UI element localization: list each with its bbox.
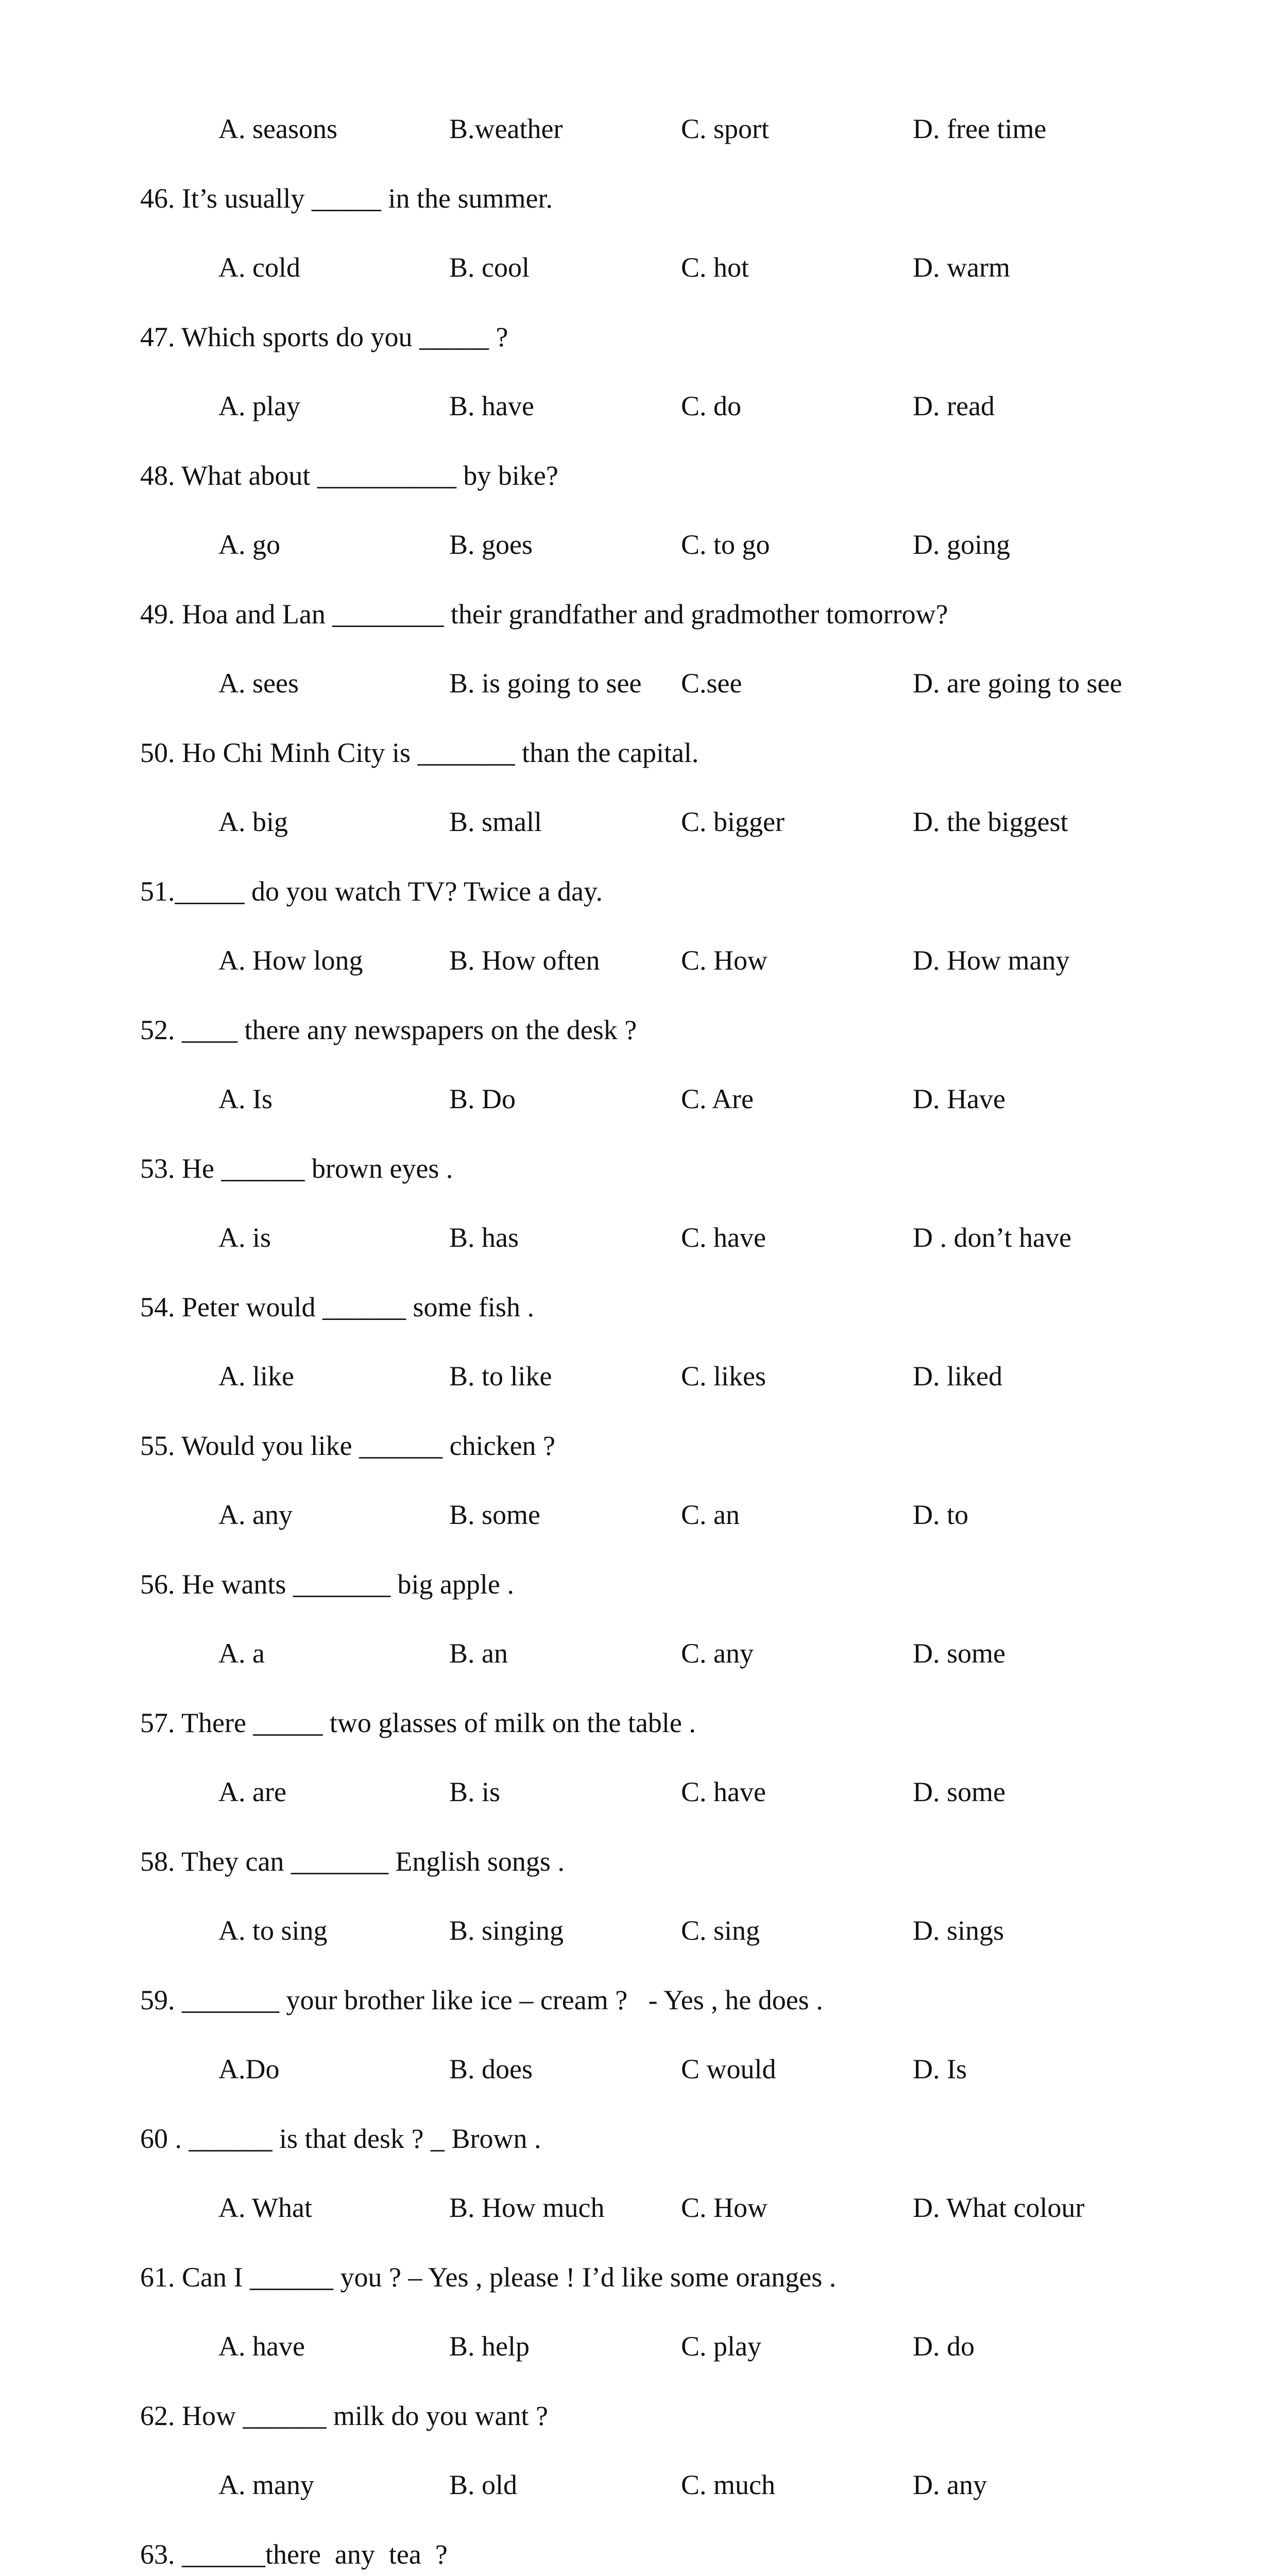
question-line: 54. Peter would ______ some fish . bbox=[140, 1287, 1170, 1357]
option-b: B. have bbox=[449, 386, 534, 426]
options-line bbox=[140, 1911, 1170, 1980]
option-d: D. any bbox=[913, 2465, 987, 2505]
option-a: A. Is bbox=[218, 1079, 272, 1119]
option-c: C. an bbox=[681, 1495, 740, 1535]
option-a: A. What bbox=[218, 2188, 312, 2228]
option-a: A. is bbox=[218, 1218, 271, 1258]
question-line: 48. What about __________ by bike? bbox=[140, 456, 1170, 526]
options-line bbox=[140, 2327, 1170, 2396]
options-line bbox=[140, 1357, 1170, 1426]
options-line bbox=[140, 941, 1170, 1010]
option-d: D. some bbox=[913, 1634, 1006, 1673]
question-line: 53. He ______ brown eyes . bbox=[140, 1149, 1170, 1218]
options-line bbox=[140, 1218, 1170, 1287]
option-c: C. bigger bbox=[681, 802, 785, 842]
option-d: D. warm bbox=[913, 248, 1010, 287]
option-a: A. How long bbox=[218, 941, 363, 980]
option-a: A. cold bbox=[218, 248, 300, 287]
option-b: B. goes bbox=[449, 525, 533, 565]
question-line: 49. Hoa and Lan ________ their grandfather and gradmother tomorrow? bbox=[140, 595, 1170, 664]
option-a: A. sees bbox=[218, 664, 299, 703]
question-line: 62. How ______ milk do you want ? bbox=[140, 2396, 1170, 2466]
option-b: B. help bbox=[449, 2327, 530, 2366]
option-b: B. to like bbox=[449, 1357, 552, 1396]
option-d: D. How many bbox=[913, 941, 1069, 980]
option-d: D. the biggest bbox=[913, 802, 1068, 842]
option-d: D. free time bbox=[913, 109, 1046, 149]
option-c: C. have bbox=[681, 1772, 766, 1812]
question-line: 57. There _____ two glasses of milk on the table . bbox=[140, 1703, 1170, 1773]
option-d: D. do bbox=[913, 2327, 975, 2366]
option-a: A. big bbox=[218, 802, 288, 842]
option-b: B. is bbox=[449, 1772, 500, 1812]
option-b: B.weather bbox=[449, 109, 563, 149]
option-d: D. liked bbox=[913, 1357, 1002, 1396]
options-line bbox=[140, 386, 1170, 456]
option-d: D. sings bbox=[913, 1911, 1004, 1951]
option-d: D. to bbox=[913, 1495, 968, 1535]
option-b: B. some bbox=[449, 1495, 540, 1535]
question-line: 47. Which sports do you _____ ? bbox=[140, 317, 1170, 387]
option-c: C. much bbox=[681, 2465, 775, 2505]
option-a: A. any bbox=[218, 1495, 293, 1535]
option-c: C. have bbox=[681, 1218, 766, 1258]
question-line: 61. Can I ______ you ? – Yes , please ! I’d like some oranges . bbox=[140, 2258, 1170, 2327]
option-d: D. some bbox=[913, 1772, 1006, 1812]
options-line bbox=[140, 2049, 1170, 2119]
options-line bbox=[140, 802, 1170, 872]
options-line bbox=[140, 1634, 1170, 1703]
question-line: 63. ______there any tea ? bbox=[140, 2535, 1170, 2576]
question-line: 56. He wants _______ big apple . bbox=[140, 1565, 1170, 1634]
question-line: 60 . ______ is that desk ? _ Brown . bbox=[140, 2119, 1170, 2189]
question-line: 55. Would you like ______ chicken ? bbox=[140, 1426, 1170, 1496]
option-d: D . don’t have bbox=[913, 1218, 1071, 1258]
question-list bbox=[140, 109, 1170, 2576]
options-line bbox=[140, 1079, 1170, 1149]
options-line bbox=[140, 109, 1170, 179]
options-line bbox=[140, 2465, 1170, 2535]
option-a: A. like bbox=[218, 1357, 294, 1396]
option-c: C. do bbox=[681, 386, 741, 426]
option-a: A. are bbox=[218, 1772, 286, 1812]
option-d: D. Have bbox=[913, 1079, 1006, 1119]
option-a: A. a bbox=[218, 1634, 265, 1673]
options-line bbox=[140, 248, 1170, 317]
option-d: D. What colour bbox=[913, 2188, 1084, 2228]
option-b: B. small bbox=[449, 802, 542, 842]
option-b: B. cool bbox=[449, 248, 530, 287]
option-d: D. are going to see bbox=[913, 664, 1122, 703]
question-line: 58. They can _______ English songs . bbox=[140, 1842, 1170, 1911]
option-b: B. Do bbox=[449, 1079, 516, 1119]
option-c: C.see bbox=[681, 664, 742, 703]
option-c: C. any bbox=[681, 1634, 754, 1673]
option-c: C. sing bbox=[681, 1911, 760, 1951]
options-line bbox=[140, 1772, 1170, 1842]
option-a: A. have bbox=[218, 2327, 305, 2366]
option-b: B. How often bbox=[449, 941, 600, 980]
option-b: B. has bbox=[449, 1218, 519, 1258]
option-b: B. old bbox=[449, 2465, 517, 2505]
question-line: 51._____ do you watch TV? Twice a day. bbox=[140, 872, 1170, 941]
option-b: B. How much bbox=[449, 2188, 604, 2228]
option-a: A. play bbox=[218, 386, 300, 426]
option-c: C. How bbox=[681, 941, 768, 980]
question-line: 50. Ho Chi Minh City is _______ than the capital. bbox=[140, 733, 1170, 803]
option-a: A. many bbox=[218, 2465, 314, 2505]
option-d: D. read bbox=[913, 386, 995, 426]
options-line bbox=[140, 664, 1170, 733]
option-c: C. likes bbox=[681, 1357, 766, 1396]
option-c: C. How bbox=[681, 2188, 768, 2228]
option-b: B. singing bbox=[449, 1911, 564, 1951]
option-a: A. seasons bbox=[218, 109, 337, 149]
option-a: A. to sing bbox=[218, 1911, 328, 1951]
option-b: B. is going to see bbox=[449, 664, 642, 703]
options-line bbox=[140, 1495, 1170, 1565]
option-d: D. going bbox=[913, 525, 1010, 565]
option-a: A. go bbox=[218, 525, 280, 565]
option-c: C would bbox=[681, 2049, 776, 2089]
option-b: B. does bbox=[449, 2049, 533, 2089]
option-c: C. hot bbox=[681, 248, 749, 287]
option-c: C. play bbox=[681, 2327, 761, 2366]
option-c: C. to go bbox=[681, 525, 770, 565]
options-line bbox=[140, 525, 1170, 595]
question-line: 46. It’s usually _____ in the summer. bbox=[140, 179, 1170, 248]
option-d: D. Is bbox=[913, 2049, 967, 2089]
option-a: A.Do bbox=[218, 2049, 280, 2089]
option-b: B. an bbox=[449, 1634, 508, 1673]
option-c: C. sport bbox=[681, 109, 769, 149]
option-c: C. Are bbox=[681, 1079, 754, 1119]
question-line: 52. ____ there any newspapers on the desk ? bbox=[140, 1010, 1170, 1080]
options-line bbox=[140, 2188, 1170, 2258]
question-line: 59. _______ your brother like ice – cream ? - Yes , he does . bbox=[140, 1980, 1170, 2050]
